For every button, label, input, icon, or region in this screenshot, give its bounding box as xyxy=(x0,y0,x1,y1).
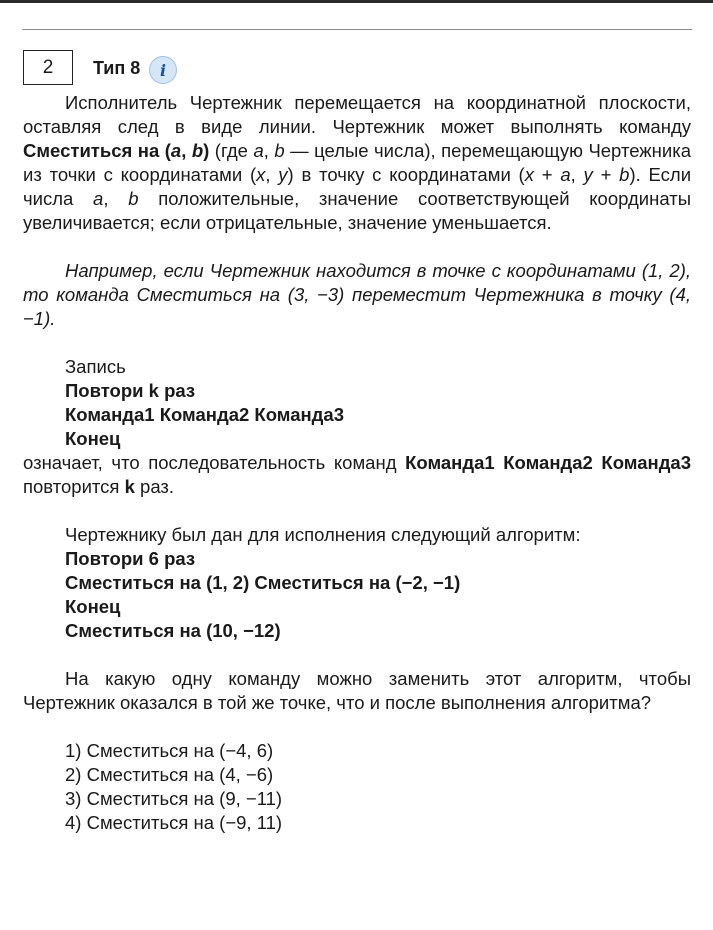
algorithm-line-3: Конец xyxy=(65,596,121,617)
info-icon[interactable]: i xyxy=(149,56,177,84)
answer-option-3[interactable]: 3) Сместиться на (9, −11) xyxy=(65,788,283,809)
question-paragraph: На какую одну команду можно заменить этот алгоритм, чтобы Чертежник оказался в той же точке, что и после выполнения алгоритма? xyxy=(23,668,691,713)
algorithm-line-1: Повтори 6 раз xyxy=(65,548,196,569)
example-paragraph: Например, если Чертежник находится в точке с координатами (1, 2), то команда Сместиться на (3, −3) переместит Чертежника в точку (4, −1). xyxy=(23,260,691,329)
top-bar xyxy=(0,0,713,3)
answer-option-4[interactable]: 4) Сместиться на (−9, 11) xyxy=(65,812,283,833)
task-number: 2 xyxy=(23,50,73,85)
answer-option-2[interactable]: 2) Сместиться на (4, −6) xyxy=(65,764,274,785)
intro-paragraph: Исполнитель Чертежник перемещается на координатной плоскости, оставляя след в виде линии. Чертежник может выполнять команду Сместиться на (a, b) (где a, b — целые числа), перемещающую Чертежника из точки с координатами (x, y) в точку с координатами (x + a, y + b). Если числа a, b положительные, значение соответствующей координаты увеличивается; если отрицательные, значение уменьшается. xyxy=(23,92,692,233)
notation-line-3: Конец xyxy=(65,428,121,449)
divider xyxy=(22,29,692,30)
task-content xyxy=(23,91,691,835)
algorithm-intro: Чертежнику был дан для исполнения следующий алгоритм: xyxy=(65,524,581,545)
notation-label: Запись xyxy=(65,356,126,377)
answer-option-1[interactable]: 1) Сместиться на (−4, 6) xyxy=(65,740,274,761)
notation-explanation: означает, что последовательность команд Команда1 Команда2 Команда3 повторится k раз. xyxy=(23,452,692,497)
notation-line-2: Команда1 Команда2 Команда3 xyxy=(65,404,344,425)
algorithm-line-2: Сместиться на (1, 2) Сместиться на (−2, −1) xyxy=(65,572,461,593)
notation-line-1: Повтори k раз xyxy=(65,380,196,401)
algorithm-line-4: Сместиться на (10, −12) xyxy=(65,620,281,641)
task-type-label: Тип 8 xyxy=(93,58,141,78)
